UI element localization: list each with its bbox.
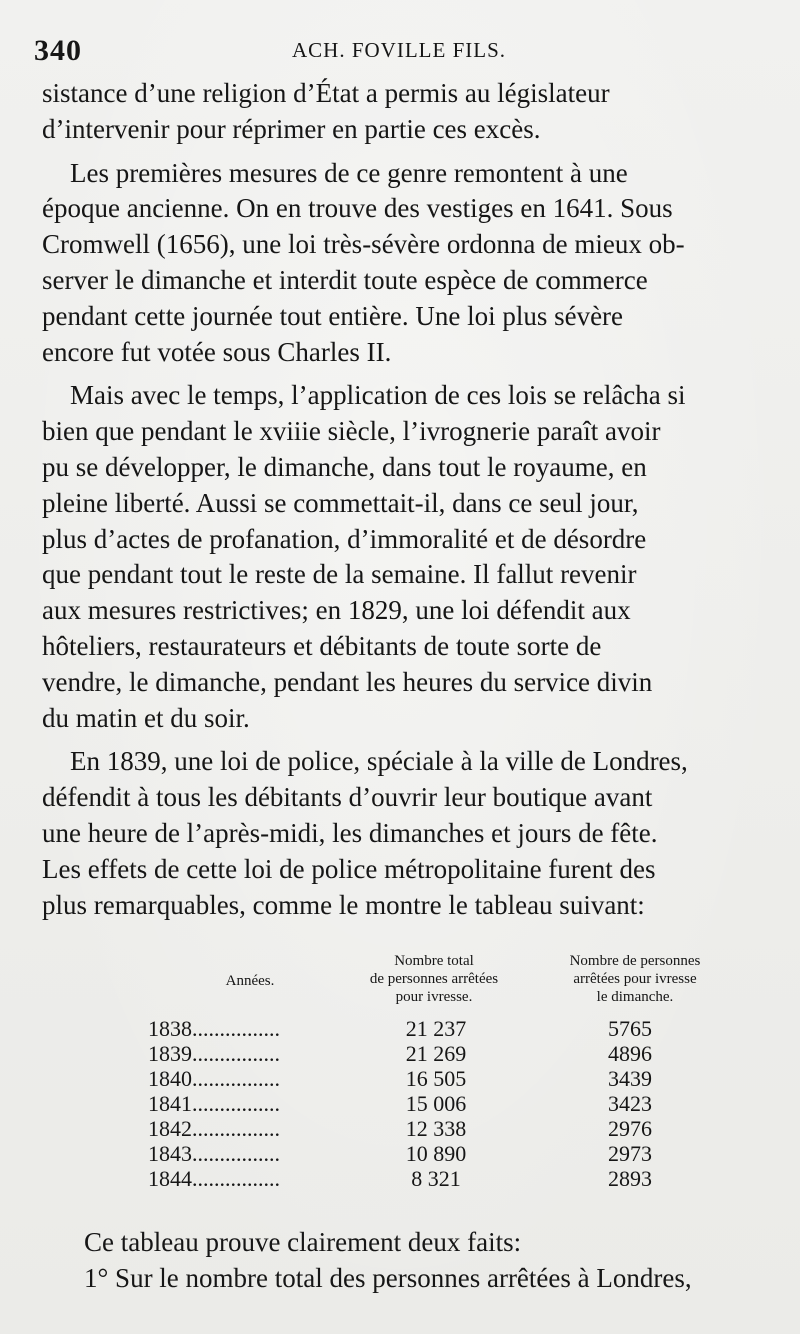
table-row <box>0 1016 800 1041</box>
sunday-cell: 2976 <box>608 1116 652 1141</box>
total-cell: 21 237 <box>405 1016 467 1041</box>
table-row <box>0 1166 800 1191</box>
total-header: Nombre total de personnes arrêtées pour ivresse. <box>369 953 499 1005</box>
sunday-cell: 5765 <box>608 1016 652 1041</box>
text-line: plus remarquables, comme le montre le tableau suivant: <box>42 889 645 920</box>
text-line: vendre, le dimanche, pendant les heures du service divin <box>42 666 653 697</box>
text-line: sistance d’une religion d’État a permis au législateur <box>42 78 610 108</box>
table-header <box>0 952 800 1008</box>
page-number: 340 <box>34 34 82 67</box>
table-row <box>0 1041 800 1066</box>
text-line: que pendant tout le reste de la semaine. Il fallut revenir <box>42 559 637 590</box>
text-line: du matin et du soir. <box>42 702 250 733</box>
year-cell: 1841................ <box>148 1091 280 1116</box>
total-cell: 10 890 <box>405 1141 467 1166</box>
year-cell: 1844................ <box>148 1166 280 1191</box>
total-cell: 12 338 <box>405 1116 467 1141</box>
sunday-cell: 4896 <box>608 1041 652 1066</box>
text-line: pu se développer, le dimanche, dans tout le royaume, en <box>42 451 647 482</box>
text-line: En 1839, une loi de police, spéciale à la ville de Londres, <box>70 746 688 777</box>
text-line: Les premières mesures de ce genre remontent à une <box>70 157 628 188</box>
total-cell: 16 505 <box>405 1066 467 1091</box>
page-header <box>34 34 766 68</box>
text-line: Cromwell (1656), une loi très-sévère ordonna de mieux ob- <box>42 229 685 260</box>
year-cell: 1842................ <box>148 1116 280 1141</box>
sunday-cell: 3439 <box>608 1066 652 1091</box>
text-line: bien que pendant le xviiie siècle, l’ivrognerie paraît avoir <box>42 416 661 447</box>
year-header: Années. <box>225 973 275 989</box>
running-head: ACH. FOVILLE FILS. <box>292 38 507 62</box>
text-line: aux mesures restrictives; en 1829, une loi défendit aux <box>42 595 631 626</box>
year-cell: 1839................ <box>148 1041 280 1066</box>
sunday-cell: 2973 <box>608 1141 652 1166</box>
text-line: pendant cette journée tout entière. Une loi plus sévère <box>42 300 624 331</box>
total-cell: 15 006 <box>405 1091 467 1116</box>
total-cell: 21 269 <box>405 1041 467 1066</box>
year-cell: 1838................ <box>148 1016 280 1041</box>
sunday-cell: 2893 <box>608 1166 652 1191</box>
table-row <box>0 1116 800 1141</box>
text-line: défendit à tous les débitants d’ouvrir leur boutique avant <box>42 782 653 813</box>
table-row <box>0 1066 800 1091</box>
body-text <box>42 76 766 923</box>
text-line: server le dimanche et interdit toute espèce de commerce <box>42 264 648 295</box>
footer-text <box>84 1224 784 1296</box>
total-cell: 8 321 <box>411 1166 461 1191</box>
text-line: une heure de l’après-midi, les dimanches et jours de fête. <box>42 817 658 848</box>
year-cell: 1840................ <box>148 1066 280 1091</box>
footer-line: Ce tableau prouve clairement deux faits: <box>84 1227 522 1257</box>
text-line: pleine liberté. Aussi se commettait-il, dans ce seul jour, <box>42 487 639 518</box>
text-line: Mais avec le temps, l’application de ces lois se relâcha si <box>70 380 686 411</box>
text-line: époque ancienne. On en trouve des vestiges en 1641. Sous <box>42 193 673 224</box>
sunday-cell: 3423 <box>608 1091 652 1116</box>
text-line: encore fut votée sous Charles II. <box>42 336 392 367</box>
table-row <box>0 1091 800 1116</box>
data-table <box>0 1016 800 1196</box>
year-cell: 1843................ <box>148 1141 280 1166</box>
table-row <box>0 1141 800 1166</box>
text-line: hôteliers, restaurateurs et débitants de toute sorte de <box>42 630 602 661</box>
text-line: Les effets de cette loi de police métropolitaine furent des <box>42 853 656 884</box>
footer-line: 1° Sur le nombre total des personnes arrêtées à Londres, <box>84 1263 692 1293</box>
text-line: plus d’actes de profanation, d’immoralité et de désordre <box>42 523 647 554</box>
sunday-header: Nombre de personnes arrêtées pour ivresse le dimanche. <box>569 953 701 1005</box>
text-line: d’intervenir pour réprimer en partie ces excès. <box>42 113 541 144</box>
